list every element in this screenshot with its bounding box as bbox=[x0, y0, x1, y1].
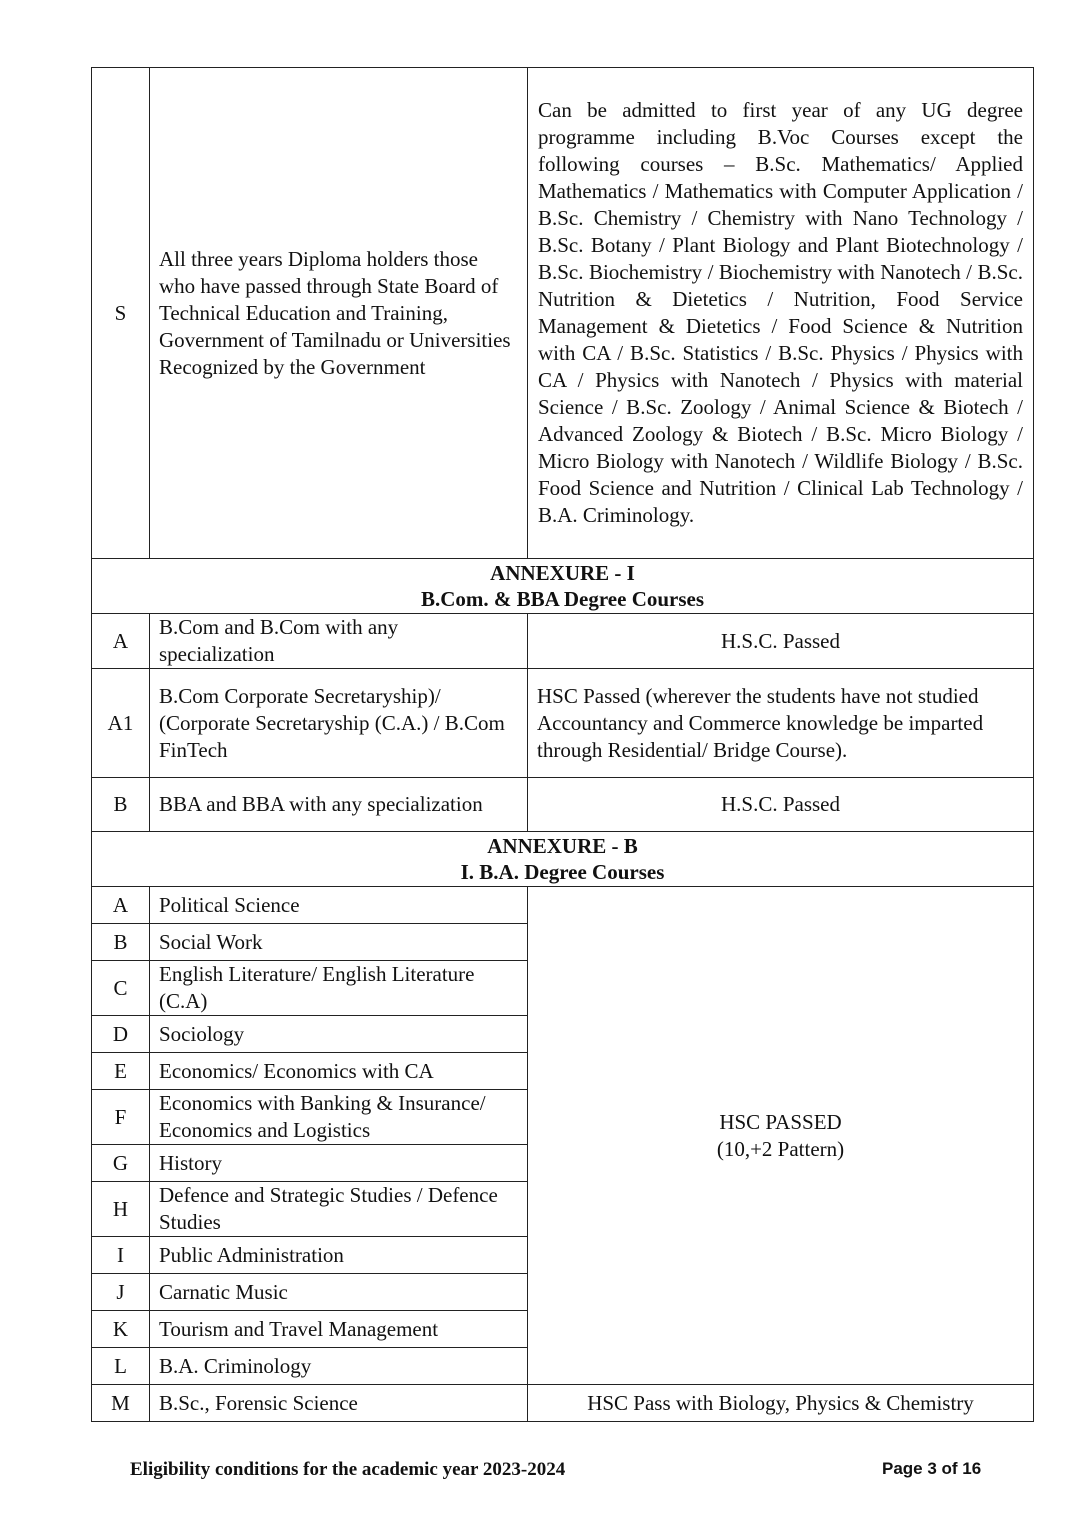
course-name: Political Science bbox=[150, 887, 528, 924]
row-code: H bbox=[92, 1182, 150, 1237]
course-name: Tourism and Travel Management bbox=[150, 1311, 528, 1348]
eligibility-text: Can be admitted to first year of any UG degree programme including B.Voc Courses except the following courses – B.Sc. Mathematics/ Applied Mathematics / Mathematics with Computer Application / B.Sc. Chemistry / Chemistry with Nano Technology / B.Sc. Botany / Plant Biology and Plant Biotechnology / B.Sc. Biochemistry / Biochemistry with Nanotech / B.Sc. Nutrition & Dietetics / Nutrition, Food Service Management & Dietetics / Food Science & Nutrition with CA / B.Sc. Statistics / B.Sc. Physics / Physics with CA / Physics with Nanotech / Physics with material Science / B.Sc. Zoology / Animal Science & Biotech / Advanced Zoology & Biotech / B.Sc. Micro Biology / Micro Biology with Nanotech / Wildlife Biology / B.Sc. Food Science and Nutrition / Clinical Lab Technology / B.A. Criminology. bbox=[528, 68, 1034, 559]
course-name: B.Com Corporate Secretaryship)/ (Corporate Secretaryship (C.A.) / B.Com FinTech bbox=[150, 669, 528, 778]
row-code: C bbox=[92, 961, 150, 1016]
page-number: Page 3 of 16 bbox=[882, 1459, 982, 1478]
annexure-i-header bbox=[92, 559, 1034, 614]
table-row-s bbox=[92, 68, 1034, 559]
annexure-subtitle: I. B.A. Degree Courses bbox=[460, 860, 665, 884]
table-row bbox=[92, 778, 1034, 832]
row-code: I bbox=[92, 1237, 150, 1274]
row-code: G bbox=[92, 1145, 150, 1182]
row-code: D bbox=[92, 1016, 150, 1053]
row-code: K bbox=[92, 1311, 150, 1348]
course-name: Economics/ Economics with CA bbox=[150, 1053, 528, 1090]
eligibility-text: HSC Passed (wherever the students have not studied Accountancy and Commerce knowledge be imparted through Residential/ Bridge Course). bbox=[528, 669, 1034, 778]
course-name: Social Work bbox=[150, 924, 528, 961]
eligibility-table bbox=[91, 67, 1034, 1422]
row-code: S bbox=[92, 68, 150, 559]
eligibility-line-1: HSC PASSED bbox=[719, 1109, 842, 1134]
course-name: Carnatic Music bbox=[150, 1274, 528, 1311]
row-code: L bbox=[92, 1348, 150, 1385]
table-row bbox=[92, 887, 1034, 924]
row-code: E bbox=[92, 1053, 150, 1090]
annexure-b-header bbox=[92, 832, 1034, 887]
course-name: Defence and Strategic Studies / Defence Studies bbox=[150, 1182, 528, 1237]
shared-eligibility-cell bbox=[528, 887, 1034, 1385]
table-row bbox=[92, 614, 1034, 669]
footer-title: Eligibility conditions for the academic year 2023-2024 bbox=[130, 1459, 566, 1480]
course-name: B.Com and B.Com with any specialization bbox=[150, 614, 528, 669]
row-code: M bbox=[92, 1385, 150, 1422]
annexure-title: ANNEXURE - B bbox=[487, 833, 638, 858]
course-name: Sociology bbox=[150, 1016, 528, 1053]
course-name: History bbox=[150, 1145, 528, 1182]
course-name: Economics with Banking & Insurance/ Economics and Logistics bbox=[150, 1090, 528, 1145]
course-name: B.A. Criminology bbox=[150, 1348, 528, 1385]
eligibility-text: H.S.C. Passed bbox=[528, 778, 1034, 832]
row-code: A bbox=[92, 887, 150, 924]
table-row bbox=[92, 1385, 1034, 1422]
course-name: English Literature/ English Literature (C.A) bbox=[150, 961, 528, 1016]
course-name: BBA and BBA with any specialization bbox=[150, 778, 528, 832]
row-code: A bbox=[92, 614, 150, 669]
course-name: B.Sc., Forensic Science bbox=[150, 1385, 528, 1422]
annexure-subtitle: B.Com. & BBA Degree Courses bbox=[420, 587, 705, 611]
row-code: B bbox=[92, 778, 150, 832]
row-code: F bbox=[92, 1090, 150, 1145]
eligibility-text: H.S.C. Passed bbox=[528, 614, 1034, 669]
eligibility-text: HSC Pass with Biology, Physics & Chemistry bbox=[528, 1385, 1034, 1422]
row-code: J bbox=[92, 1274, 150, 1311]
eligibility-line-2: (10,+2 Pattern) bbox=[716, 1136, 845, 1161]
table-row bbox=[92, 669, 1034, 778]
course-name: Public Administration bbox=[150, 1237, 528, 1274]
row-code: B bbox=[92, 924, 150, 961]
annexure-title: ANNEXURE - I bbox=[490, 560, 635, 585]
row-code: A1 bbox=[92, 669, 150, 778]
course-name: All three years Diploma holders those who have passed through State Board of Technical Education and Training, Government of Tamilnadu or Universities Recognized by the Government bbox=[150, 68, 528, 559]
